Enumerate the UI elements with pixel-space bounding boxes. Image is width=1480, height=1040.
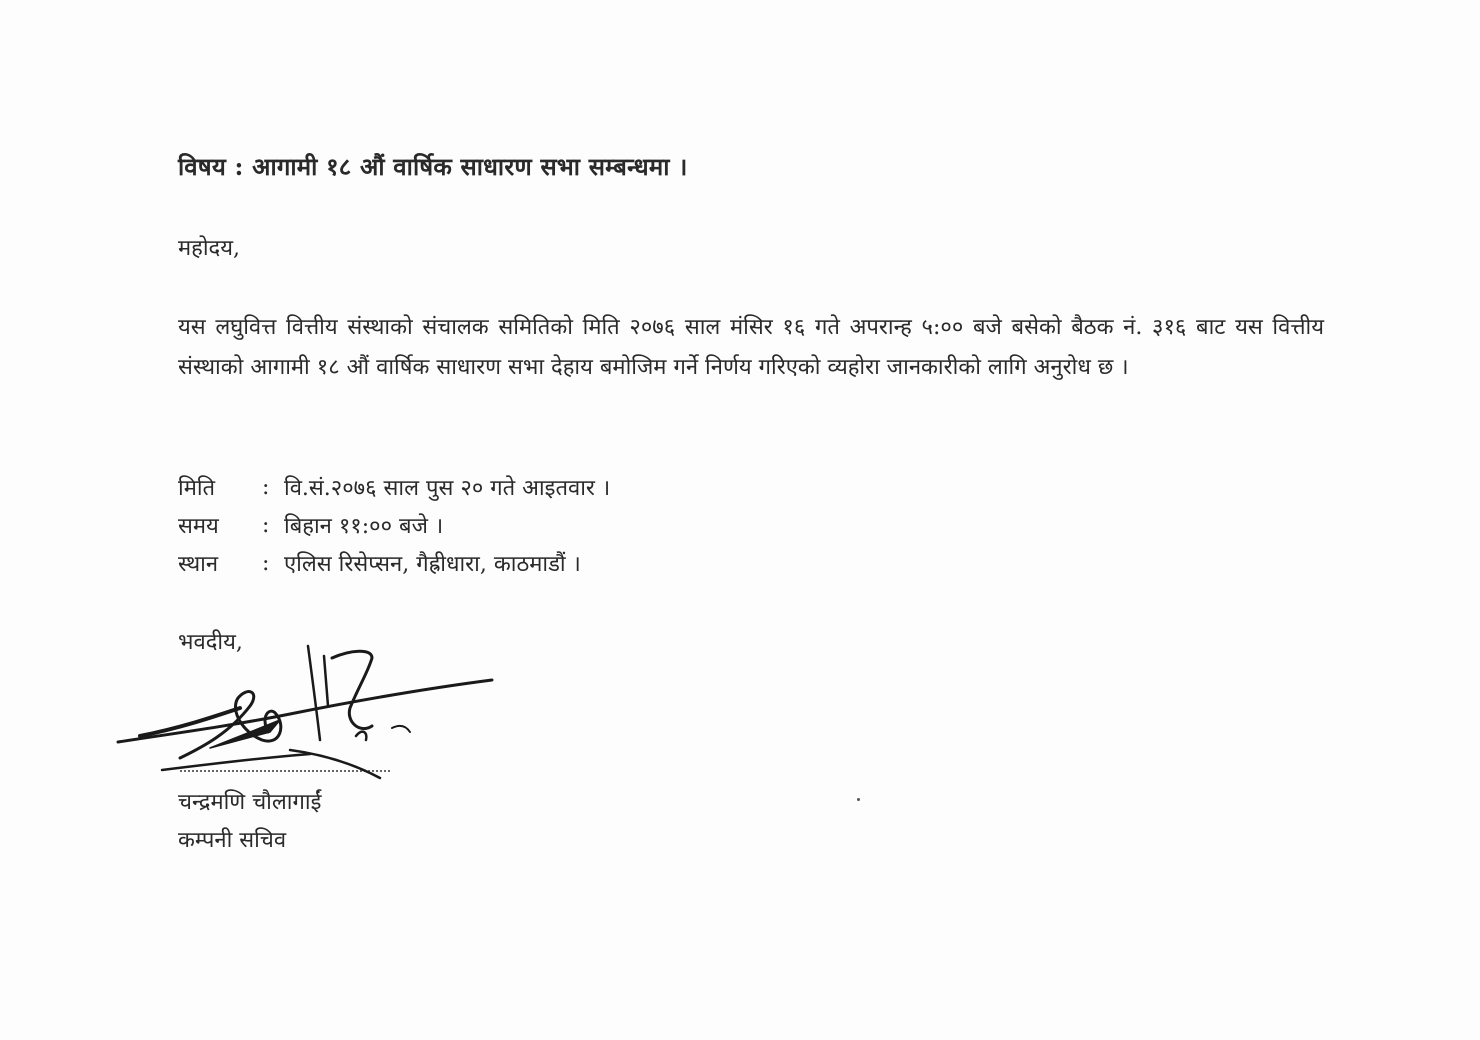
detail-value: एलिस रिसेप्सन, गैह्रीधारा, काठमाडौं । [284, 552, 581, 577]
detail-value: वि.सं.२०७६ साल पुस २० गते आइतवार । [284, 476, 611, 501]
meeting-details [178, 468, 610, 582]
letter-closing: भवदीय, [178, 630, 243, 655]
detail-label: स्थान [178, 552, 219, 577]
letter-subject: विषय : आगामी १८ औं वार्षिक साधारण सभा सम्बन्धमा । [178, 152, 688, 181]
detail-separator: : [262, 474, 270, 500]
letter-body: यस लघुवित्त वित्तीय संस्थाको संचालक समितिको मिति २०७६ साल मंसिर १६ गते अपरान्ह ५:०० बजे बसेको बैठक नं. ३१६ बाट यस वित्तीय संस्थाको आगामी १८ औं वार्षिक साधारण सभा देहाय बमोजिम गर्ने निर्णय गरिएको व्यहोरा जानकारीको लागि अनुरोध छ । [178, 315, 1324, 380]
signer-name: चन्द्रमणि चौलागाईं [178, 790, 322, 815]
detail-row-date [178, 468, 610, 506]
detail-label: मिति [178, 476, 216, 501]
detail-separator: : [262, 550, 270, 576]
detail-row-venue [178, 544, 610, 582]
letter-salutation: महोदय, [178, 236, 240, 261]
detail-row-time [178, 506, 610, 544]
handwritten-signature [110, 636, 510, 786]
paper-speck [857, 798, 860, 801]
detail-separator: : [262, 512, 270, 538]
signer-title: कम्पनी सचिव [178, 828, 287, 853]
detail-label: समय [178, 514, 219, 539]
detail-value: बिहान ११:०० बजे । [284, 514, 444, 539]
